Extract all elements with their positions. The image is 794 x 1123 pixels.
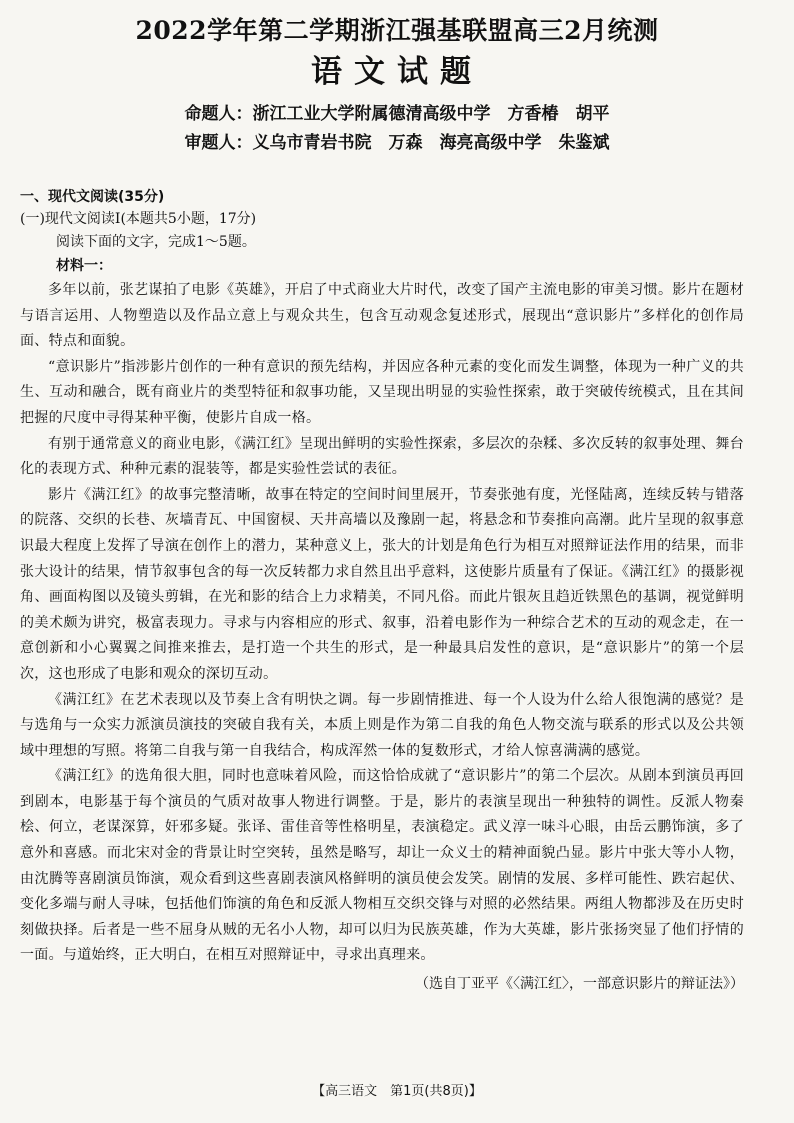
paragraph: 《满江红》的选角很大胆，同时也意味着风险，而这恰恰成就了“意识影片”的第二个层次。从剧本到演员再回到剧本，电影基于每个演员的气质对故事人物进行调整。于是，影片的表演呈现出一种独特的调性。反派人物秦桧、何立，老谋深算，奸邪多疑。张译、雷佳音等性格明星，表演稳定。武义淳一味斗心眼，由岳云鹏饰演，多了意外和喜感。而北宋对金的背景让时空突转，虽然是略写，却让一众义士的精神面貌凸显。影片中张大等小人物，由沈腾等喜剧演员饰演，观众看到这些喜剧表演风格鲜明的演员使会发笑。剧情的发展、多样可能性、跌宕起伏、变化多端与耐人寻味，包括他们饰演的角色和反派人物相互交织交锋与对照的必然结果。两组人物都涉及在历史时刻做抉择。后者是一些不屈身从贼的无名小人物，却可以归为民族英雄，作为大英雄，影片张扬突显了他们抒情的一面。与道始终，正大明白，在相互对照辩证中，寻求出真理来。 [20, 768, 744, 964]
instruction-text: 阅读下面的文字，完成1～5题。 [56, 234, 256, 250]
reviewers-label: 审题人： [184, 133, 253, 153]
section-title: 一、现代文阅读(35分) [20, 189, 165, 205]
paragraph: 《满江红》在艺术表现以及节奏上含有明快之调。每一步剧情推进、每一个人设为什么给人很饱满的感觉？是与选角与一众实力派演员演技的突破自我有关，本质上则是作为第二自我的角色人物交流与联系的形式以及公共领域中理想的写照。将第二自我与第一自我结合，构成浑然一体的复数形式，才给人惊喜满满的感觉。 [20, 691, 744, 759]
reading-passage [20, 186, 744, 997]
page-header [0, 0, 794, 158]
reviewers-names: 义乌市青岩书院 万森 海亮高级中学 朱鉴斌 [252, 133, 610, 153]
page-footer: 【高三语文 第1页(共8页)】 [312, 1084, 482, 1099]
authors-line [0, 100, 794, 129]
source-citation: （选自丁亚平《〈满江红〉，一部意识影片的辩证法》） [415, 976, 744, 993]
credits [0, 100, 794, 158]
paragraph: 有别于通常意义的商业电影，《满江红》呈现出鲜明的实验性探索，多层次的杂糅、多次反转的叙事处理、舞台化的表现方式、种种元素的混装等，都是实验性尝试的表征。 [20, 435, 744, 478]
subject-title: 语文试题 [311, 54, 483, 90]
paragraph: 多年以前，张艺谋拍了电影《英雄》，开启了中式商业大片时代，改变了国产主流电影的审美习惯。影片在题材与语言运用、人物塑造以及作品立意上与观众共生，包含互动观念复述形式，展现出“意识影片”多样化的创作局面、特点和面貌。 [20, 282, 744, 350]
authors-label: 命题人： [184, 104, 253, 124]
exam-title: 2022学年第二学期浙江强基联盟高三2月统测 [135, 16, 659, 45]
authors-names: 浙江工业大学附属德清高级中学 方香椿 胡平 [252, 104, 610, 124]
paragraph: 影片《满江红》的故事完整清晰，故事在特定的空间时间里展开，节奏张弛有度，光怪陆离，连续反转与错落的院落、交织的长巷、灰墙青瓦、中国窗棂、天井高墙以及豫剧一起，将悬念和节奏推向高潮。此片呈现的叙事意识最大程度上发挥了导演在创作上的潜力，某种意义上，张大的计划是角色行为相互对照辩证法作用的结果，而非张大设计的结果，情节叙事包含的每一次反转都力求自然且出乎意料，这使影片质量有了保证。《满江红》的摄影视角、画面构图以及镜头剪辑，在光和影的结合上力求精美，不同凡俗。而此片银灰且趋近铁黑色的基调，视觉鲜明的美术颇为讲究，极富表现力。寻求与内容相应的形式、叙事，沿着电影作为一种综合艺术的互动的观念走，在一意创新和小心翼翼之间推来推去，是打造一个共生的形式，是一种最具启发性的意识，是“意识影片”的第一个层次，这也形成了电影和观众的深切互动。 [20, 486, 744, 682]
paragraph: “意识影片”指涉影片创作的一种有意识的预先结构，并因应各种元素的变化而发生调整，体现为一种广义的共生、互动和融合，既有商业片的类型特征和叙事功能，又呈现出明显的实验性探索，敢于突破传统模式，且在其间把握的尺度中寻得某种平衡，使影片自成一格。 [20, 358, 744, 426]
subsection-title: (一)现代文阅读Ⅰ(本题共5小题，17分) [20, 211, 257, 227]
material-label: 材料一： [56, 258, 112, 274]
reviewers-line [0, 129, 794, 158]
